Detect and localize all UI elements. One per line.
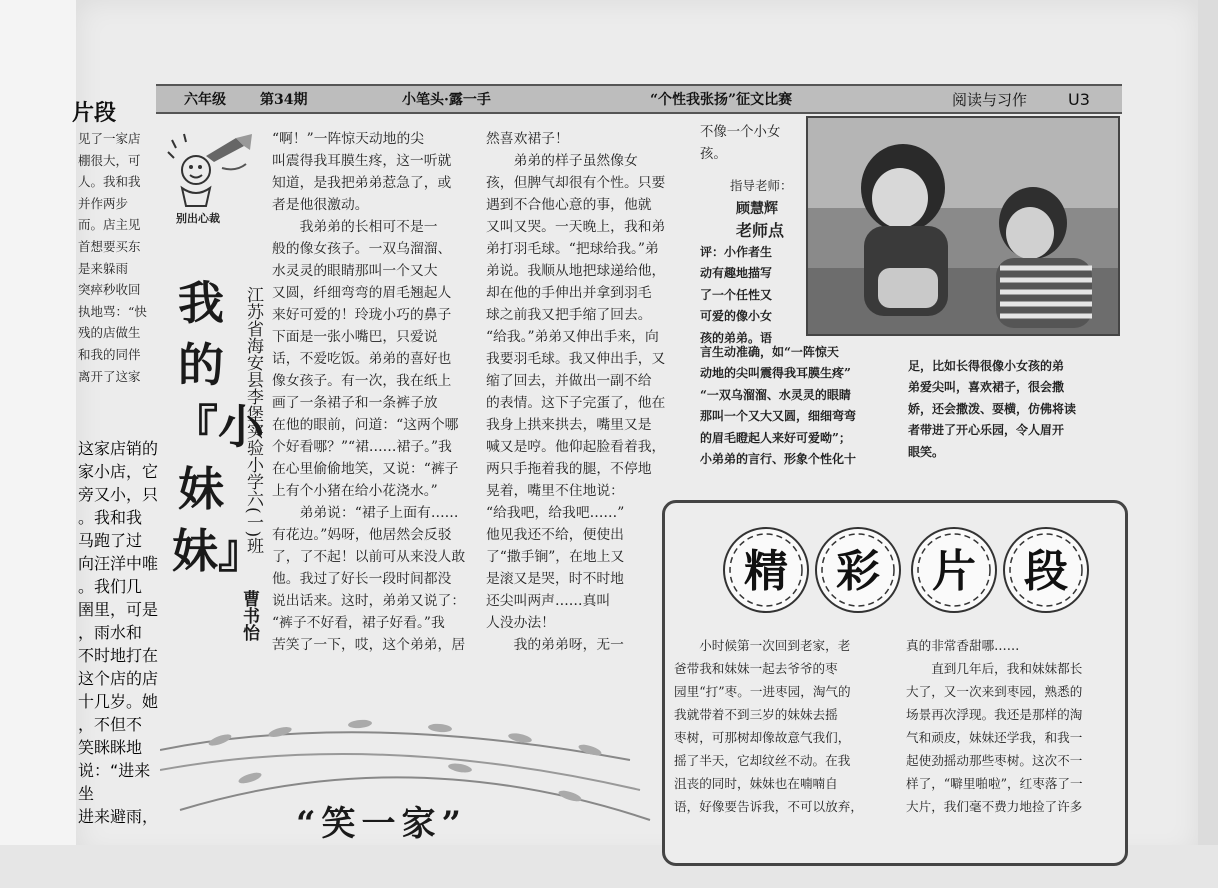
teacher-comment-part-c (908, 356, 1076, 463)
author-school: 江苏省海安县李堡实验小学六(一)班 (243, 286, 263, 555)
text-line: 并作两步 (78, 195, 129, 211)
contest-name: “个性我张扬”征文比赛 (650, 92, 793, 108)
text-line: 有花边。”妈呀，他居然会反驳 (272, 527, 452, 543)
text-line: 说：“进来坐 (78, 761, 151, 803)
column-name: 小笔头·露一手 (402, 92, 491, 108)
text-line: 向汪洋中唯 (78, 554, 158, 573)
text-line: 沮丧的同时，妹妹也在喃喃自 (674, 776, 838, 791)
text-line: 然喜欢裙子！ (486, 131, 569, 147)
text-line: 还尖叫两声……真叫 (486, 593, 611, 609)
text-line: 。我和我 (78, 508, 143, 527)
text-line: 和我的同伴 (78, 346, 141, 362)
text-line: 残的店做生 (78, 325, 141, 341)
text-line: ，不但不 (78, 715, 143, 734)
text-line: 球之前我又把手缩了回去。 (486, 307, 652, 323)
next-article-title: “笑一家” (296, 804, 468, 844)
text-line: 小弟弟的言行、形象个性化十 (700, 452, 857, 467)
text-line: “一双乌溜溜、水灵灵的眼睛 (700, 387, 851, 402)
text-line: 马跑了过 (78, 531, 143, 550)
excerpt-title-char: 片 (932, 546, 976, 597)
text-line: 孩，但脾气却很有个性。只要 (486, 175, 666, 191)
text-line: 场景再次浮现。我还是那样的淘 (906, 707, 1083, 722)
text-line: 他。我过了好长一段时间都没 (272, 571, 452, 587)
text-line: 离开了这家 (78, 368, 141, 384)
text-line: 我弟弟的长相可不是一 (272, 219, 438, 235)
text-line: 我的弟弟呀，无一 (486, 637, 624, 653)
text-line: 那叫一个又大又圆，细细弯弯 (700, 409, 857, 424)
text-line: 个好看哪？”“裙……裙子。”我 (272, 439, 452, 455)
text-line: 他见我还不给，便使出 (486, 527, 624, 543)
prev-article-text-lower (78, 436, 158, 827)
text-line: 叫震得我耳膜生疼，这一听就 (272, 153, 452, 169)
text-line: 水灵灵的眼睛那叫一个又大 (272, 263, 438, 279)
text-line: 动有趣地描写 (700, 266, 773, 281)
text-line: 晃着，嘴里不住地说： (486, 483, 624, 499)
text-line: 却在他的手伸出并拿到羽毛 (486, 285, 652, 301)
text-line: 直到几年后，我和妹妹都长 (906, 661, 1083, 676)
text-line: 这家店销的 (78, 439, 158, 458)
text-line: 又叫又哭。一天晚上，我和弟 (486, 219, 666, 235)
excerpt-title-char: 段 (1024, 546, 1068, 597)
text-line: 言生动准确，如“一阵惊天 (700, 345, 839, 359)
teacher-name: 顾慧辉 (736, 201, 778, 217)
excerpt-title-flowers (720, 518, 1092, 622)
text-line: 来好可爱的！玲珑小巧的鼻子 (272, 307, 452, 323)
paper-edge (1198, 0, 1218, 888)
text-line: 遇到不合他心意的事，他就 (486, 197, 652, 213)
article-title-char: 的 (178, 338, 224, 392)
text-line: 下面是一张小嘴巴，只爱说 (272, 329, 438, 345)
text-line: 我就带着不到三岁的妹妹去摇 (674, 707, 838, 722)
text-line: 评：小作者生 (700, 245, 773, 259)
text-line: 孩。 (700, 147, 727, 162)
text-line: 摇了半天，它却纹丝不动。在我 (674, 753, 851, 768)
text-line: 了一个任性又 (700, 287, 773, 302)
section-name: 阅读与习作 (952, 90, 1028, 109)
text-line: 了“撒手锏”，在地上又 (486, 549, 625, 565)
text-line: 我要羽毛球。我又伸出手，又 (486, 351, 666, 367)
text-line: 可爱的像小女 (700, 309, 773, 324)
text-line: 足，比如长得很像小女孩的弟 (908, 359, 1065, 373)
text-line: 者带进了开心乐园，令人眉开 (908, 423, 1065, 438)
text-line: 在他的眼前，问道：“这两个哪 (272, 417, 459, 433)
text-line: 像女孩子。有一次，我在纸上 (272, 373, 452, 389)
text-line: 不时地打在 (78, 646, 158, 665)
text-line: 孩的弟弟。语 (700, 330, 773, 345)
text-line: “给我吧，给我吧……” (486, 505, 625, 521)
teacher-comment-part-a (700, 242, 772, 349)
text-line: 话，不爱吃饭。弟弟的喜好也 (272, 351, 452, 367)
text-line: 喊又是哼。他仰起脸看着我， (486, 439, 666, 455)
text-line: 园里“打”枣。一进枣园，淘气的 (674, 684, 851, 699)
text-line: 知道，是我把弟弟惹急了，或 (272, 175, 452, 191)
text-line: 小时候第一次回到老家，老 (674, 638, 851, 653)
text-line: ，雨水和 (78, 623, 143, 642)
text-line: 大了，又一次来到枣园，熟悉的 (906, 684, 1083, 699)
grade-label: 六年级 (184, 92, 226, 108)
text-line: 我身上拱来拱去，嘴里又是 (486, 417, 652, 433)
teacher-label: 指导老师： (730, 178, 793, 193)
text-line: 。我们几 (78, 577, 143, 596)
teacher-comment-part-b (700, 342, 856, 470)
article-column-3 (700, 122, 798, 166)
text-line: 起使劲摇动那些枣树。这次不一 (906, 753, 1083, 768)
text-line: 见了一家店 (78, 131, 141, 146)
text-line: 的表情。这下子完蛋了，他在 (486, 395, 666, 411)
article-column-2 (486, 128, 686, 656)
text-line: 画了一条裙子和一条裤子放 (272, 395, 438, 411)
text-line: 缩了回去，并做出一副不给 (486, 373, 652, 389)
text-line: 弟打羽毛球。“把球给我。”弟 (486, 241, 659, 257)
text-line: 棚很大，可 (78, 152, 141, 168)
article-title-char: 『小 (172, 400, 264, 454)
logo-label: 别出心裁 (176, 212, 220, 225)
text-line: 突瘁秒收回 (78, 282, 141, 298)
article-title-char: 我 (178, 276, 224, 330)
text-line: 爸带我和妹妹一起去爷爷的枣 (674, 661, 838, 676)
text-line: 弟爱尖叫，喜欢裙子，很会撒 (908, 380, 1065, 395)
prev-article-text (78, 128, 158, 387)
prev-article-title: 片段 (72, 100, 117, 126)
text-line: 首想要买东 (78, 238, 141, 254)
text-line: 人。我和我 (78, 174, 141, 190)
text-line: 笑眯眯地 (78, 738, 143, 757)
text-line: 不像一个小女 (700, 125, 781, 140)
text-line: 大片，我们毫不费力地捡了许多 (906, 799, 1083, 814)
text-line: 而。店主见 (78, 217, 141, 233)
author-name: 曹书怡 (239, 590, 259, 641)
text-line: 真的非常香甜哪…… (906, 638, 1020, 653)
text-line: 语，好像要告诉我，不可以放弃， (674, 799, 863, 814)
text-line: 是来躲雨 (78, 260, 129, 276)
text-line: 人没办法！ (486, 615, 555, 631)
text-line: 眼笑。 (908, 444, 945, 459)
page-number: U3 (1068, 89, 1090, 109)
text-line: 在心里偷偷地笑，又说：“裤子 (272, 461, 459, 477)
text-line: 动地的尖叫震得我耳膜生疼” (700, 366, 851, 381)
text-line: 旁又小，只 (78, 485, 158, 504)
issue-number: 第34期 (260, 92, 308, 108)
excerpt-title-char: 彩 (836, 546, 880, 597)
text-line: 样了，“噼里啪啦”，红枣落了一 (906, 776, 1083, 791)
text-line: 是滚又是哭，时不时地 (486, 571, 624, 587)
excerpt-column-2 (906, 634, 1118, 818)
text-line: 弟弟说：“裙子上面有…… (272, 505, 459, 521)
text-line: 了，了不起！以前可从来没人敢 (272, 549, 466, 565)
text-line: 圉里，可是 (78, 600, 158, 619)
text-line: 苦笑了一下，哎，这个弟弟，居 (272, 637, 466, 653)
text-line: 这个店的店 (78, 669, 158, 688)
article-title-char: 妹』 (172, 524, 264, 578)
text-line: 枣树，可那树却像故意气我们， (674, 730, 851, 745)
text-line: 的眉毛瞪起人来好可爱呦”； (700, 430, 851, 445)
text-line: “裤子不好看，裙子好看。”我 (272, 615, 445, 631)
text-line: 者是他很激动。 (272, 197, 369, 213)
text-line: “给我。”弟弟又伸出手来，向 (486, 329, 659, 345)
text-line: “啊！”一阵惊天动地的尖 (272, 131, 425, 147)
article-column-1 (272, 128, 480, 656)
excerpt-column-1 (674, 634, 896, 818)
text-line: 说出话来。这时，弟弟又说了： (272, 593, 466, 609)
text-line: 进来避雨， (78, 807, 158, 826)
comment-heading: 老师点 (736, 221, 785, 240)
page-header-bar (156, 84, 1122, 114)
text-line: 般的像女孩子。一双乌溜溜、 (272, 241, 452, 257)
text-line: 上有个小猪在给小花浇水。” (272, 483, 438, 499)
text-line: 弟弟的样子虽然像女 (486, 153, 638, 169)
text-line: 十几岁。她 (78, 692, 158, 711)
article-title-char: 妹 (178, 462, 224, 516)
text-line: 弟说。我顺从地把球递给他， (486, 263, 666, 279)
children-playing-photo (806, 116, 1120, 336)
text-line: 又圆，纤细弯弯的眉毛翘起人 (272, 285, 452, 301)
text-line: 执地骂：“快 (78, 303, 147, 319)
excerpt-title-char: 精 (744, 546, 788, 597)
text-line: 两只手拖着我的腿，不停地 (486, 461, 652, 477)
text-line: 娇，还会撒泼、耍横，仿佛将读 (908, 401, 1077, 416)
text-line: 家小店，它 (78, 462, 158, 481)
text-line: 气和顽皮，妹妹还学我，和我一 (906, 730, 1083, 745)
